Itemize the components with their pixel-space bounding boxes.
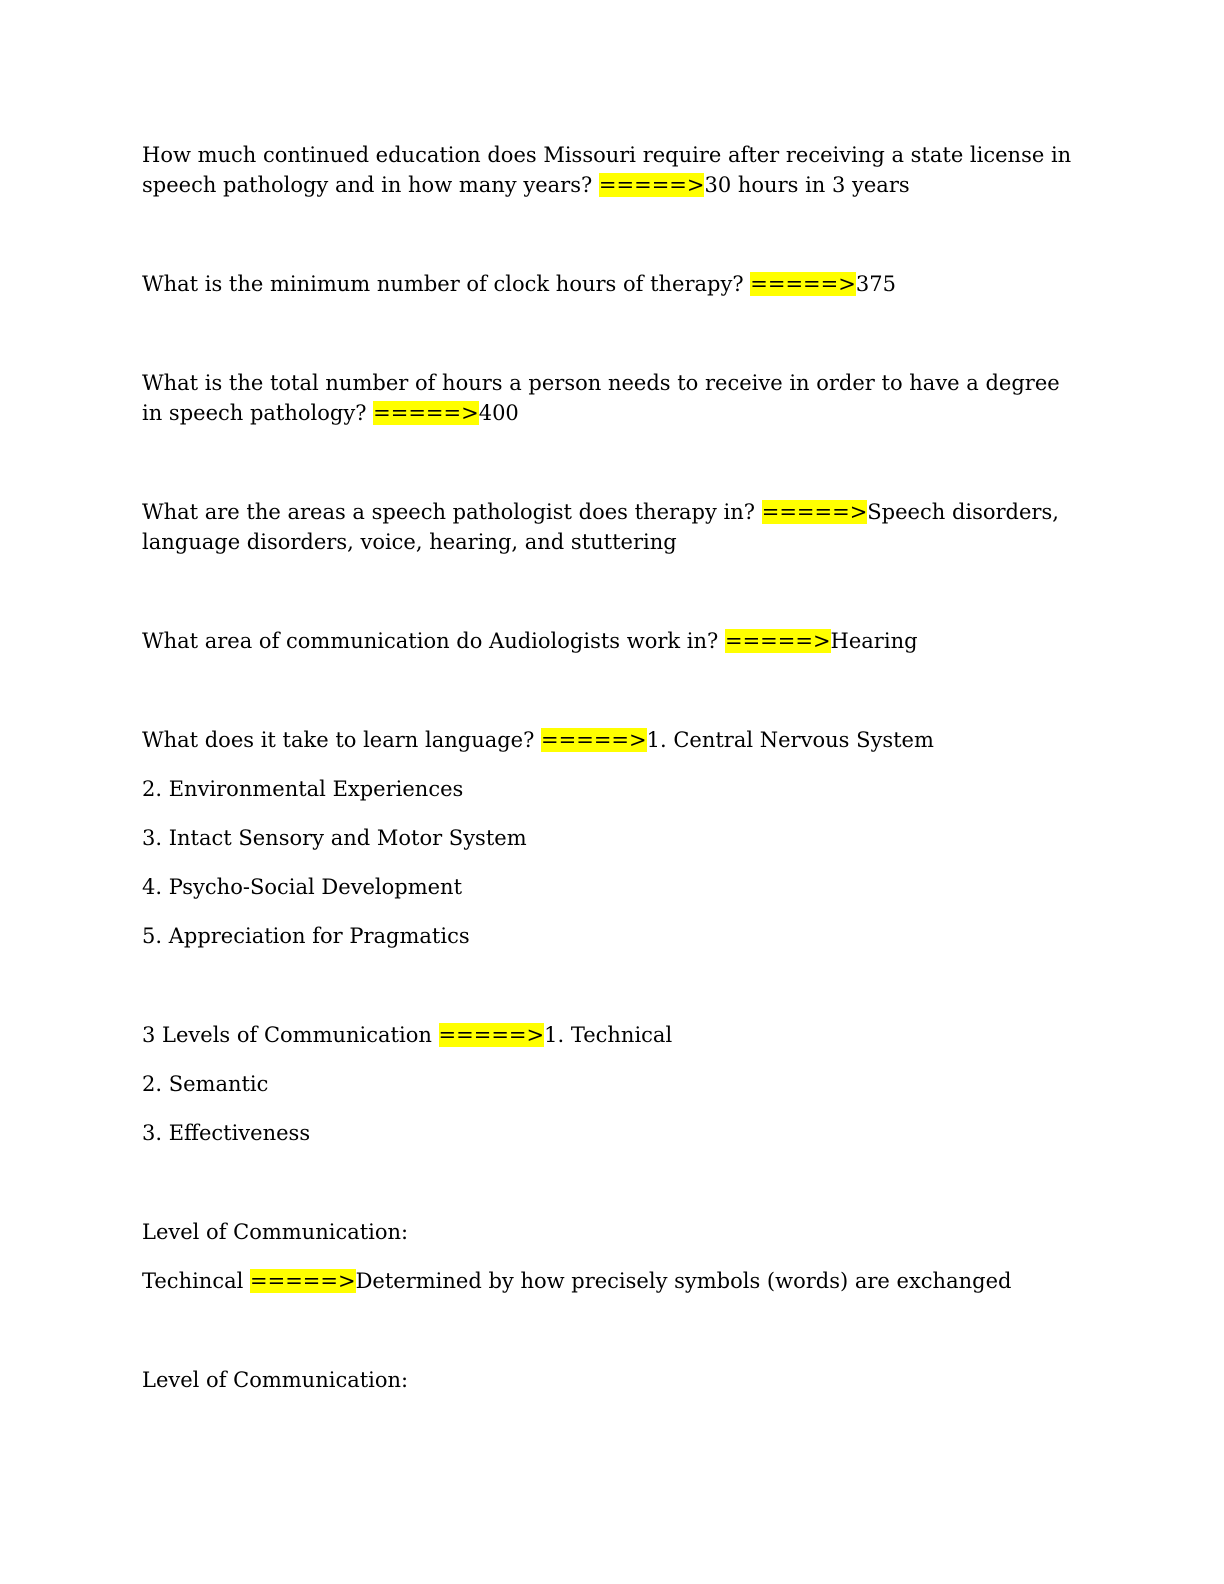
qa-item [142, 140, 1082, 200]
list-item: 4. Psycho-Social Development [142, 875, 463, 899]
answer-text: 375 [855, 272, 896, 296]
qa-item [142, 497, 1082, 557]
list-item: 2. Environmental Experiences [142, 777, 464, 801]
list-item: 2. Semantic [142, 1072, 269, 1096]
qa-item [142, 368, 1082, 428]
highlighted-arrow: =====> [438, 1023, 545, 1047]
answer-text: 400 [478, 401, 519, 425]
question-text: What are the areas a speech pathologist does therapy in? [142, 500, 762, 524]
answer-text: Hearing [830, 629, 918, 653]
section-heading: Level of Communication: [142, 1368, 409, 1392]
answer-text: 1. Central Nervous System [646, 728, 934, 752]
answer-text: 1. Technical [544, 1023, 673, 1047]
answer-text: Speech disorders, language disorders, voice, hearing, and stuttering [142, 500, 1059, 554]
highlighted-arrow: =====> [541, 728, 647, 752]
answer-text: 30 hours in 3 years [704, 173, 910, 197]
qa-item [142, 725, 1082, 755]
question-text: What does it take to learn language? [142, 728, 542, 752]
list-item: 3. Effectiveness [142, 1121, 311, 1145]
highlighted-arrow: =====> [250, 1269, 356, 1293]
highlighted-arrow: =====> [598, 173, 705, 197]
question-text: What is the minimum number of clock hours of therapy? [142, 272, 751, 296]
question-text: What is the total number of hours a person needs to receive in order to have a degree in speech pathology? [142, 371, 1060, 425]
document-content [142, 140, 1082, 1395]
highlighted-arrow: =====> [750, 272, 856, 296]
list-item: 3. Intact Sensory and Motor System [142, 826, 527, 850]
highlighted-arrow: =====> [373, 401, 479, 425]
section-heading: Level of Communication: [142, 1220, 409, 1244]
qa-item [142, 626, 1082, 656]
question-text: 3 Levels of Communication [142, 1023, 439, 1047]
qa-item [142, 1020, 1082, 1050]
question-text: How much continued education does Missouri require after receiving a state license in speech pathology and in how many years? [142, 143, 1072, 197]
highlighted-arrow: =====> [761, 500, 868, 524]
qa-item [142, 269, 1082, 299]
question-text: What area of communication do Audiologists work in? [142, 629, 725, 653]
list-item: 5. Appreciation for Pragmatics [142, 924, 470, 948]
qa-item [142, 1266, 1082, 1296]
highlighted-arrow: =====> [724, 629, 831, 653]
answer-text: Determined by how precisely symbols (words) are exchanged [355, 1269, 1012, 1293]
question-text: Techincal [142, 1269, 251, 1293]
